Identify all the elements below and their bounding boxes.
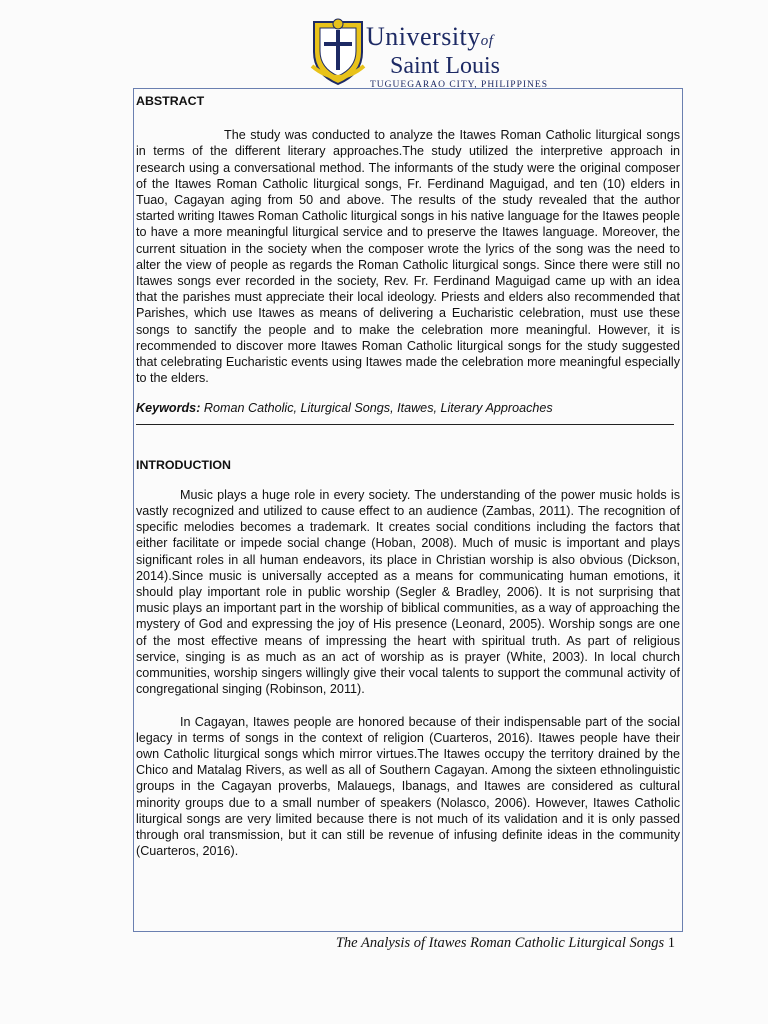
- page-footer: [336, 935, 675, 952]
- university-header: [300, 12, 560, 90]
- section-divider: [136, 424, 674, 425]
- university-location: TUGUEGARAO CITY, PHILIPPINES: [370, 80, 548, 90]
- keywords-text: Roman Catholic, Liturgical Songs, Itawes, Literary Approaches: [200, 401, 553, 416]
- keywords-label: Keywords:: [136, 401, 201, 416]
- university-name-line2: Saint Louis: [390, 53, 501, 79]
- running-title: The Analysis of Itawes Roman Catholic Liturgical Songs: [335, 935, 665, 951]
- page-body-frame: [133, 88, 683, 932]
- university-name-of: of: [480, 33, 494, 49]
- university-seal-logo: [310, 16, 366, 86]
- introduction-paragraph-2: In Cagayan, Itawes people are honored because of their indispensable part of the social legacy in terms of songs in the context of religion (Cuarteros, 2016). Itawes people have their own Catholic liturgical songs which mirror virtues.The Itawes occupy the territory drained by the Chico and Matalag Rivers, as well as all of Southern Cagayan. Among the sixteen ethnolinguistic groups in the Cagayan proverbs, Malauegs, Ibanags, and Itawes are considered as cultural minority groups due to a small number of speakers (Nolasco, 2006). However, Itawes Catholic liturgical songs are very limited because there is not much of its validation and it is only passed through oral transmission, but it can still be revenue of infusing definite ideas in the community (Cuarteros, 2016).: [136, 714, 680, 859]
- university-name: [366, 24, 548, 90]
- university-name-line1: University: [366, 22, 481, 51]
- page-content: [134, 89, 682, 859]
- introduction-heading: INTRODUCTION: [136, 457, 231, 472]
- keywords-line: [136, 400, 680, 416]
- page-number: 1: [667, 935, 675, 951]
- abstract-paragraph: The study was conducted to analyze the Itawes Roman Catholic liturgical songs in terms of the different literary approaches.The study utilized the interpretive approach in research using a conversational method. The informants of the study were the original composer of the Itawes Roman Catholic liturgical songs, Fr. Ferdinand Maguigad, and ten (10) elders in Tuao, Cagayan aging from 50 and above. The results of the study revealed that the author started writing Itawes Roman Catholic liturgical songs in his native language for the Itawes people to have a more meaningful liturgical service and to preserve the Itawes language. Moreover, the current situation in the society when the composer wrote the lyrics of the song was the need to alter the view of people as regards the Roman Catholic liturgical songs. Since there were still no Itawes songs ever recorded in the society, Rev. Fr. Ferdinand Maguigad came up with an idea that the parishes must appreciate their local ideology. Priests and elders also recommended that Parishes, which use Itawes as means of delivering a Eucharistic celebration, must use these songs to sanctify the people and to make the celebration more meaningful. However, it is recommended to discover more Itawes Roman Catholic liturgical songs for the study suggested that celebrating Eucharistic events using Itawes made the celebration more meaningful especially to the elders.: [136, 128, 680, 386]
- abstract-heading: ABSTRACT: [136, 94, 205, 108]
- introduction-paragraph-1: Music plays a huge role in every society. The understanding of the power music holds is vastly recognized and utilized to cause effect to an audience (Zambas, 2011). The recognition of specific melodies becomes a trademark. It creates social conditions including the factors that either facilitate or impede social change (Hoban, 2008). Much of music is important and plays significant roles in all human endeavors, its place in Christian worship is also obvious (Dickson, 2014).Since music is universally accepted as a means for communicating human emotions, it should play important role in public worship (Segler & Bradley, 2006). It is not surprising that music plays an important part in the worship of biblical communities, as a way of approaching the mystery of God and expressing the joy of His presence (Leonard, 2005). Worship songs are one of the most effective means of impressing the heart with spiritual truth. As part of religious service, singing is as much as an act of worship as is prayer (White, 2003). In local church communities, worship singers willingly give their vocal talents to support the communal activity of congregational singing (Robinson, 2011).: [136, 487, 680, 697]
